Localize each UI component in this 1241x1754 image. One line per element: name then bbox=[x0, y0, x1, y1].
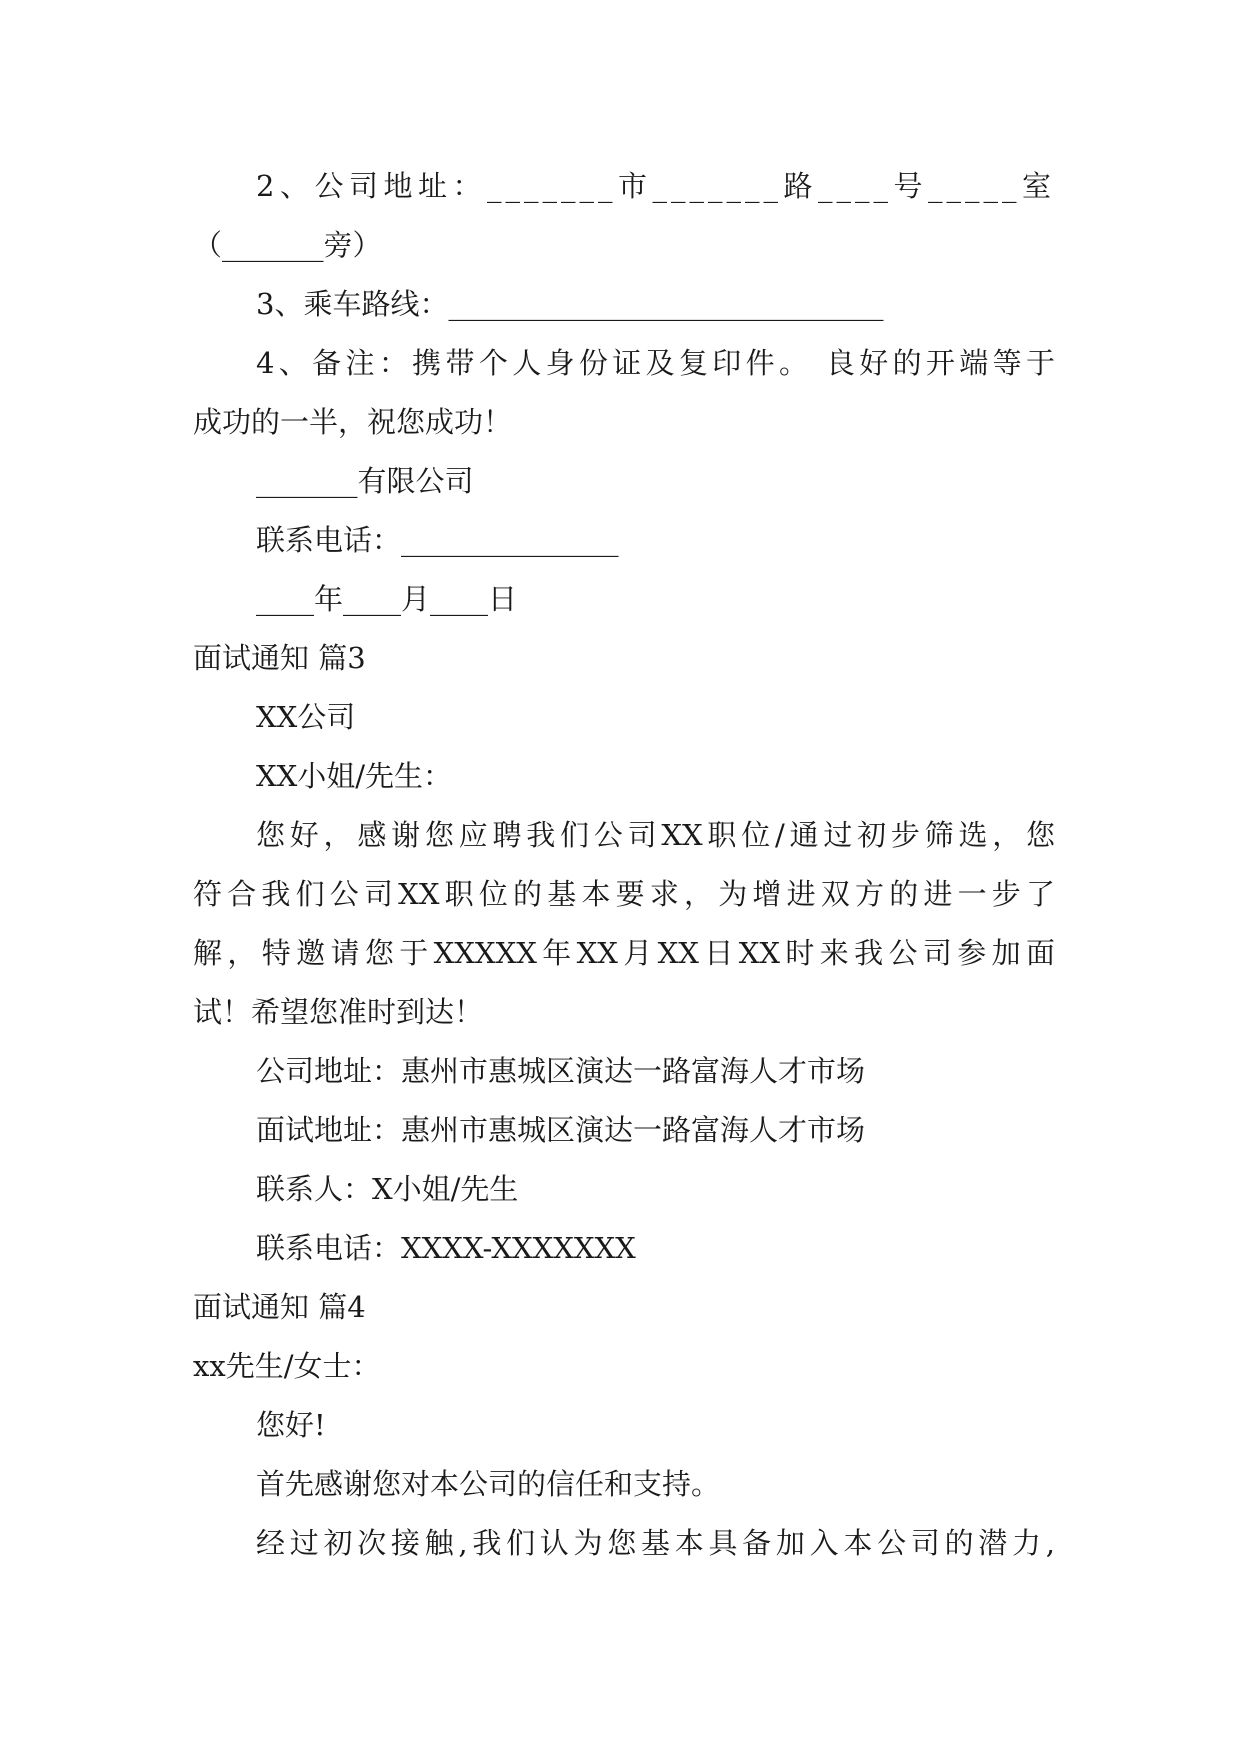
body-paragraph-line: 试！希望您准时到达！ bbox=[193, 995, 484, 1029]
salutation: xx先生/女士： bbox=[193, 1349, 381, 1383]
company-address: 公司地址：惠州市惠城区演达一路富海人才市场 bbox=[256, 1054, 866, 1088]
contact-person: 联系人：X小姐/先生 bbox=[256, 1172, 519, 1206]
route-line: 3、乘车路线：______________________________ bbox=[256, 287, 884, 321]
section-title-3: 面试通知 篇3 bbox=[193, 641, 366, 675]
section-title-4: 面试通知 篇4 bbox=[193, 1290, 366, 1324]
body-paragraph-line: 符合我们公司XX职位的基本要求，为增进双方的进一步了 bbox=[193, 877, 1055, 911]
contact-phone: 联系电话：XXXX-XXXXXXX bbox=[256, 1231, 636, 1265]
address-line: 2、公司地址：_______市_______路____号_____室 bbox=[256, 169, 1055, 203]
company-name: XX公司 bbox=[256, 700, 356, 734]
note-line: 4、备注：携带个人身份证及复印件。 良好的开端等于 bbox=[256, 346, 1055, 380]
note-line-continued: 成功的一半，祝您成功！ bbox=[193, 405, 513, 439]
body-paragraph-line: 经过初次接触,我们认为您基本具备加入本公司的潜力, bbox=[256, 1526, 1055, 1560]
body-paragraph-line: 您好，感谢您应聘我们公司XX职位/通过初步筛选，您 bbox=[256, 818, 1055, 852]
contact-phone-line: 联系电话：_______________ bbox=[256, 523, 619, 557]
interview-address: 面试地址：惠州市惠城区演达一路富海人才市场 bbox=[256, 1113, 866, 1147]
salutation: XX小姐/先生： bbox=[256, 759, 453, 793]
body-paragraph-line: 解，特邀请您于XXXXX年XX月XX日XX时来我公司参加面 bbox=[193, 936, 1055, 970]
body-paragraph-line: 首先感谢您对本公司的信任和支持。 bbox=[256, 1467, 721, 1501]
address-line-continued: （_______旁） bbox=[193, 228, 382, 262]
date-line: ____年____月____日 bbox=[256, 582, 518, 616]
company-signature: _______有限公司 bbox=[256, 464, 474, 498]
greeting: 您好! bbox=[256, 1408, 326, 1442]
